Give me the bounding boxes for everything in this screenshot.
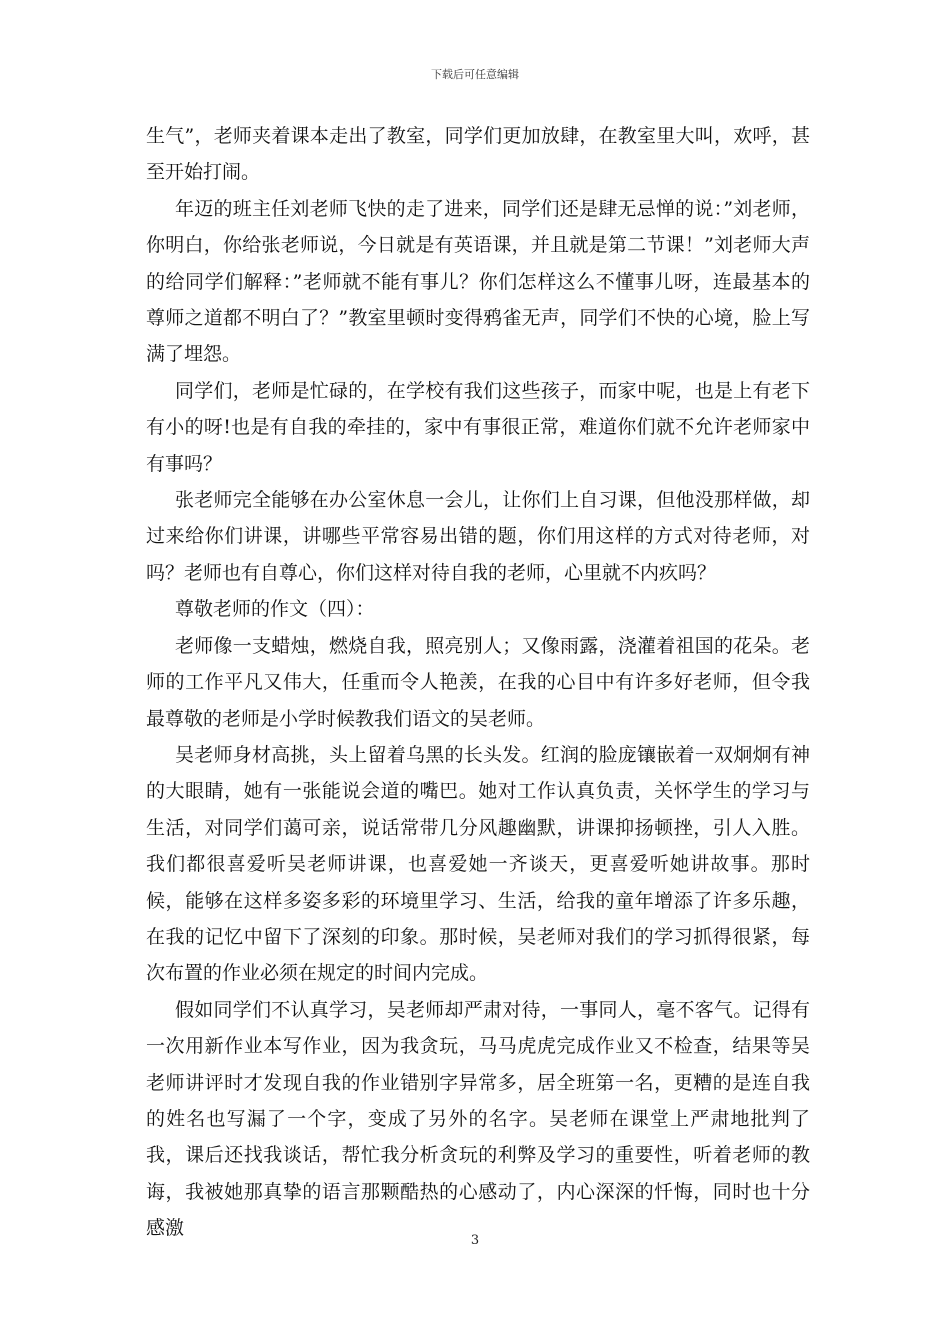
document-body — [146, 118, 810, 1247]
paragraph: 假如同学们不认真学习，吴老师却严肃对待，一事同人，毫不客气。记得有一次用新作业本写作业，因为我贪玩，马马虎虎完成作业又不检查，结果等吴老师讲评时才发现自我的作业错别字异常多，居全班第一名，更糟的是连自我的姓名也写漏了一个字，变成了另外的名字。吴老师在课堂上严肃地批判了我，课后还找我谈话，帮忙我分析贪玩的利弊及学习的重要性，听着老师的教诲，我被她那真挚的语言那颗酷热的心感动了，内心深深的忏悔，同时也十分感激 — [146, 998, 810, 1240]
paragraph: 老师像一支蜡烛，燃烧自我，照亮别人；又像雨露，浇灌着祖国的花朵。老师的工作平凡又伟大，任重而令人艳羡，在我的心目中有许多好老师，但令我最尊敬的老师是小学时候教我们语文的吴老师。 — [146, 634, 810, 730]
page-number: 3 — [470, 1233, 480, 1248]
paragraph: 张老师完全能够在办公室休息一会儿，让你们上自习课，但他没那样做，却过来给你们讲课，讲哪些平常容易出错的题，你们用这样的方式对待老师，对吗？老师也有自尊心，你们这样对待自我的老师，心里就不内疚吗？ — [146, 489, 810, 584]
paragraph: 年迈的班主任刘老师飞快的走了进来，同学们还是肆无忌惮的说：”刘老师，你明白，你给张老师说，今日就是有英语课，并且就是第二节课！”刘老师大声的给同学们解释：”老师就不能有事儿？你们怎样这么不懂事儿呀，连最基本的尊师之道都不明白了？”教室里顿时变得鸦雀无声，同学们不快的心境，脸上写满了埋怨。 — [146, 197, 810, 366]
section-heading: 尊敬老师的作文（四）： — [175, 598, 375, 621]
paragraph: 吴老师身材高挑，头上留着乌黑的长头发。红润的脸庞镶嵌着一双炯炯有神的大眼睛，她有一张能说会道的嘴巴。她对工作认真负责，关怀学生的学习与生活，对同学们蔼可亲，说话常带几分风趣幽默，讲课抑扬顿挫，引人入胜。我们都很喜爱听吴老师讲课，也喜爱她一齐谈天，更喜爱听她讲故事。那时候，能够在这样多姿多彩的环境里学习、生活，给我的童年增添了许多乐趣，在我的记忆中留下了深刻的印象。那时候，吴老师对我们的学习抓得很紧，每次布置的作业必须在规定的时间内完成。 — [146, 743, 810, 985]
paragraph: 同学们，老师是忙碌的，在学校有我们这些孩子，而家中呢，也是上有老下有小的呀!也是有自我的牵挂的，家中有事很正常，难道你们就不允许老师家中有事吗？ — [146, 379, 810, 475]
page-header: 下载后可任意编辑 — [431, 68, 519, 81]
paragraph: 生气”，老师夹着课本走出了教室，同学们更加放肆，在教室里大叫，欢呼，甚至开始打闹。 — [146, 125, 810, 184]
